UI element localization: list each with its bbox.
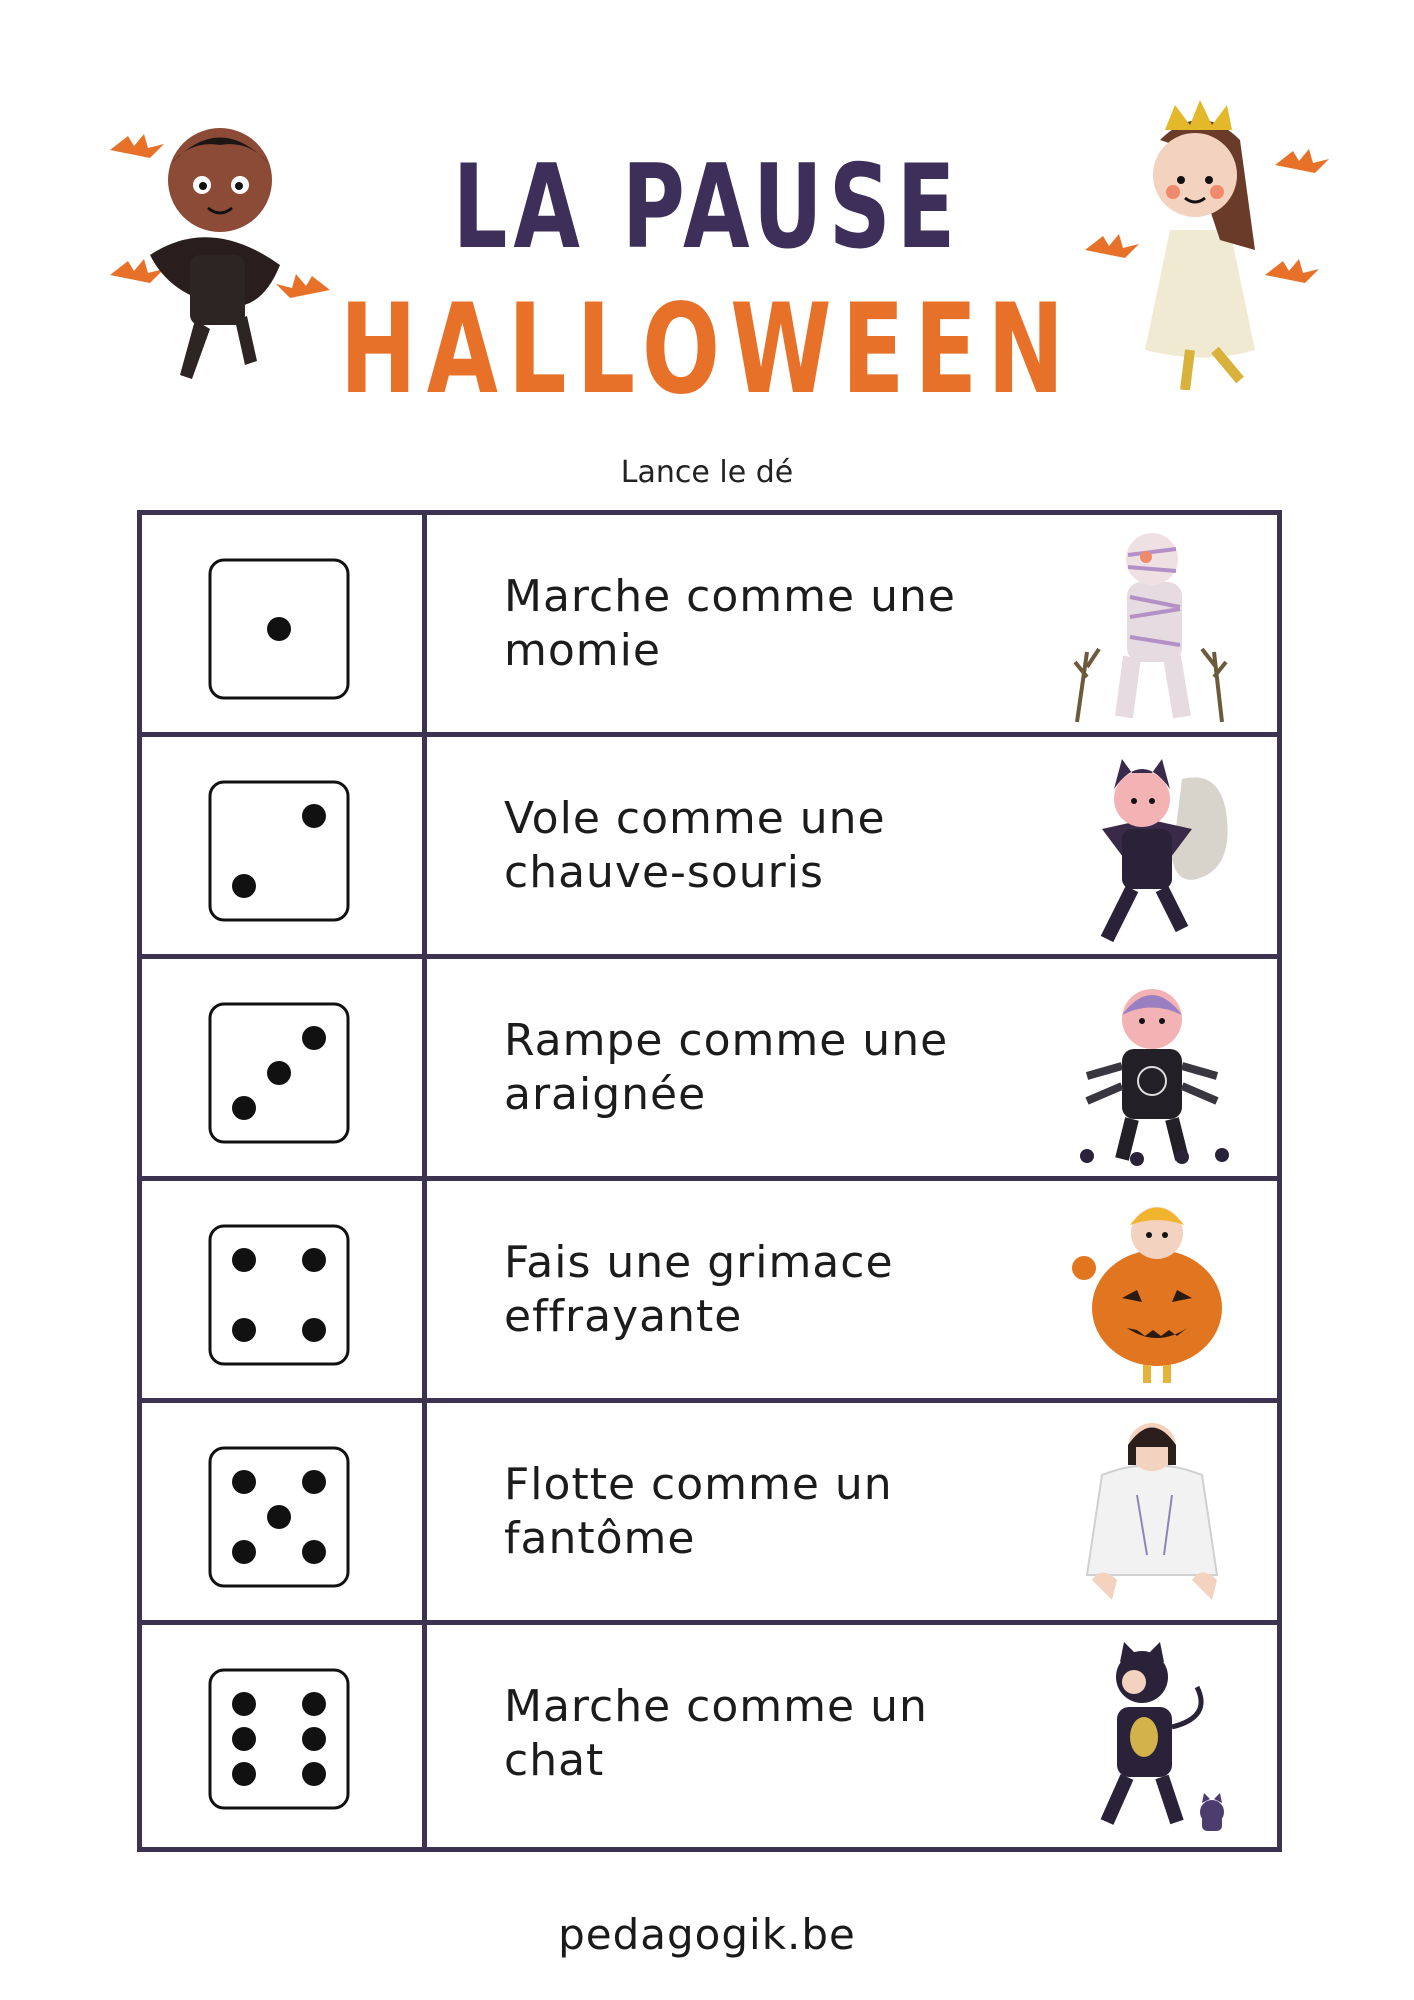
footer-website: pedagogik.be: [558, 1910, 856, 1959]
column-divider: [422, 959, 427, 1176]
die-face-3-icon: [208, 1002, 350, 1144]
bat-costume-illustration: [1062, 749, 1242, 945]
die-face-2-icon: [208, 780, 350, 922]
table-row: [142, 737, 1277, 959]
table-row: [142, 1625, 1277, 1847]
column-divider: [422, 737, 427, 954]
column-divider: [422, 1181, 427, 1398]
column-divider: [422, 1625, 427, 1847]
activity-text: Marche comme un chat: [504, 1680, 928, 1786]
subtitle: Lance le dé: [620, 455, 794, 490]
cat-costume-illustration: [1062, 1637, 1242, 1833]
table-row: [142, 515, 1277, 737]
title-line-1: LA PAUSE: [452, 140, 962, 276]
table-row: [142, 959, 1277, 1181]
die-face-6-icon: [208, 1668, 350, 1810]
table-row: [142, 1181, 1277, 1403]
dice-activity-table: [137, 510, 1282, 1852]
column-divider: [422, 515, 427, 732]
column-divider: [422, 1403, 427, 1620]
activity-text: Fais une grimace effrayante: [504, 1236, 894, 1342]
mummy-costume-illustration: [1062, 527, 1242, 723]
die-face-1-icon: [208, 558, 350, 700]
ghost-costume-illustration: [1062, 1415, 1242, 1611]
spider-costume-illustration: [1062, 971, 1242, 1167]
activity-text: Marche comme une momie: [504, 570, 956, 676]
table-row: [142, 1403, 1277, 1625]
title-line-2: HALLOWEEN: [339, 277, 1075, 422]
die-face-5-icon: [208, 1446, 350, 1588]
activity-text: Rampe comme une araignée: [504, 1014, 949, 1120]
activity-text: Vole comme une chauve-souris: [504, 792, 886, 898]
activity-text: Flotte comme un fantôme: [504, 1458, 893, 1564]
pumpkin-costume-illustration: [1062, 1193, 1242, 1389]
die-face-4-icon: [208, 1224, 350, 1366]
